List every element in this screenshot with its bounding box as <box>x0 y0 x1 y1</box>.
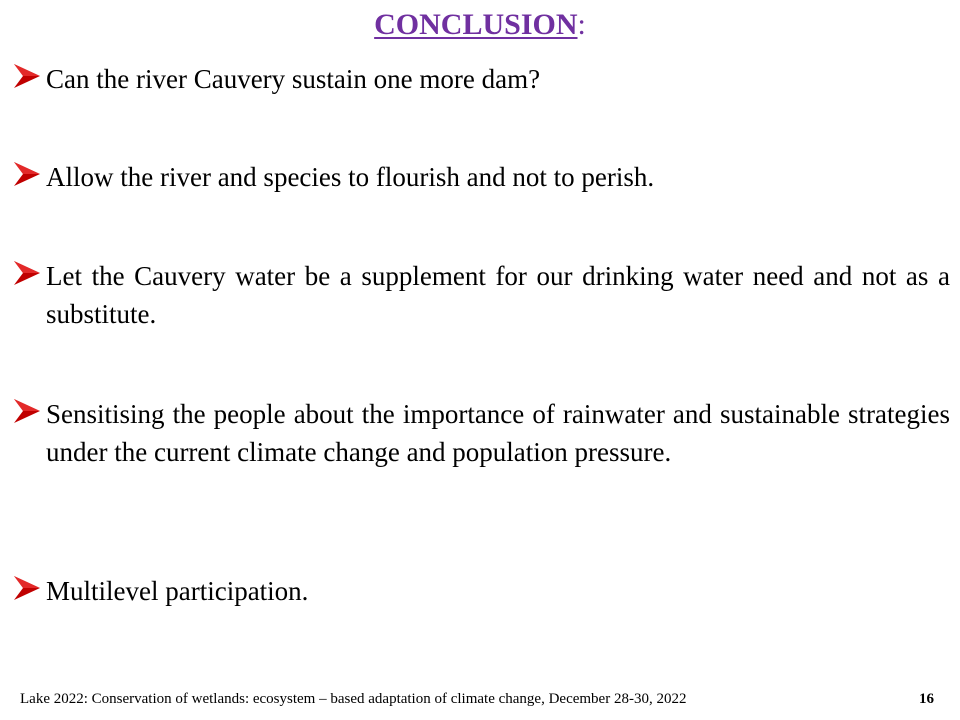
bullet-item <box>12 572 950 610</box>
arrow-bullet-icon <box>12 573 42 603</box>
slide-title <box>0 6 960 44</box>
title-text: CONCLUSION <box>374 8 578 41</box>
title-colon: : <box>577 8 586 41</box>
page-number: 16 <box>919 691 934 707</box>
arrow-bullet-icon <box>12 61 42 91</box>
footer-conference-text: Lake 2022: Conservation of wetlands: ecosystem – based adaptation of climate change, December 28-30, 2022 <box>20 691 687 707</box>
bullet-item <box>12 257 950 333</box>
bullet-item <box>12 395 950 471</box>
arrow-bullet-icon <box>12 396 42 426</box>
bullet-item <box>12 60 950 98</box>
arrow-bullet-icon <box>12 159 42 189</box>
arrow-bullet-icon <box>12 258 42 288</box>
bullet-text: Let the Cauvery water be a supplement for our drinking water need and not as a substitute. <box>46 261 950 329</box>
bullet-text: Can the river Cauvery sustain one more dam? <box>46 64 541 94</box>
bullet-text: Multilevel participation. <box>46 576 309 606</box>
bullet-item <box>12 158 950 196</box>
bullet-text: Sensitising the people about the importance of rainwater and sustainable strategies under the current climate change and population pressure. <box>46 399 950 467</box>
bullet-text: Allow the river and species to flourish and not to perish. <box>46 162 655 192</box>
